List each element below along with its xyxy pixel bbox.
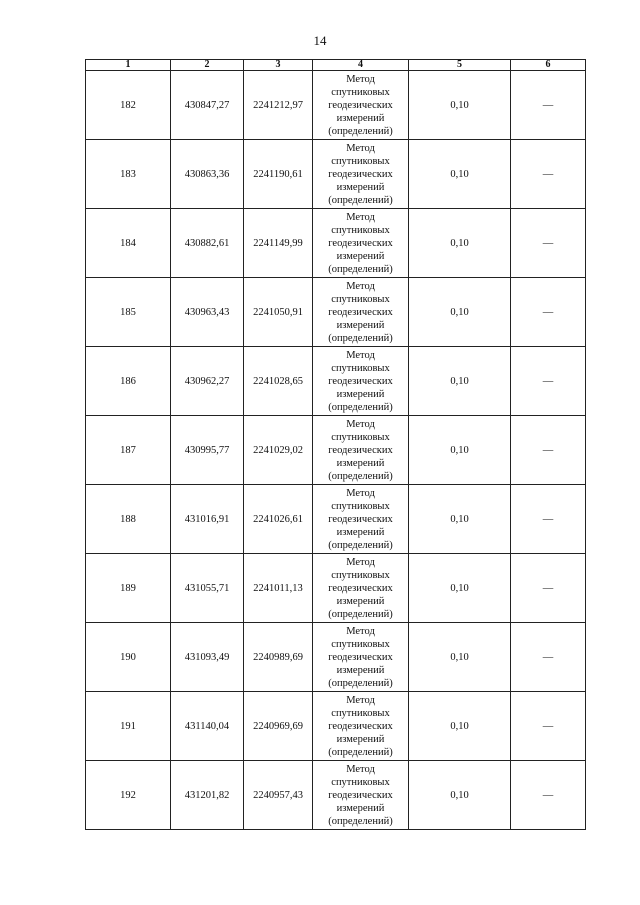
x-coordinate-cell: 431093,49 <box>171 623 244 692</box>
method-text-line: измерений <box>336 457 385 469</box>
note-cell: — <box>511 278 586 347</box>
accuracy-cell: 0,10 <box>409 761 511 830</box>
method-text-line: геодезических <box>328 789 393 801</box>
column-header-6: 6 <box>511 60 586 71</box>
method-text-line: измерений <box>336 388 385 400</box>
column-header-3: 3 <box>244 60 313 71</box>
method-text-line: Метод <box>346 625 375 637</box>
method-text-line: геодезических <box>328 513 393 525</box>
method-text-line: измерений <box>336 250 385 262</box>
column-header-5: 5 <box>409 60 511 71</box>
point-number-cell: 182 <box>86 71 171 140</box>
method-text-line: геодезических <box>328 444 393 456</box>
point-number-cell: 192 <box>86 761 171 830</box>
y-coordinate-cell: 2241149,99 <box>244 209 313 278</box>
method-text-line: спутниковых <box>331 224 390 236</box>
table-row <box>86 554 586 623</box>
method-text-line: измерений <box>336 802 385 814</box>
method-text-line: Метод <box>346 280 375 292</box>
y-coordinate-cell: 2241026,61 <box>244 485 313 554</box>
accuracy-cell: 0,10 <box>409 278 511 347</box>
note-cell: — <box>511 623 586 692</box>
accuracy-cell: 0,10 <box>409 209 511 278</box>
y-coordinate-cell: 2241011,13 <box>244 554 313 623</box>
method-text-line: спутниковых <box>331 431 390 443</box>
method-text-line: измерений <box>336 112 385 124</box>
x-coordinate-cell: 430995,77 <box>171 416 244 485</box>
method-cell <box>313 278 409 347</box>
table-row <box>86 71 586 140</box>
method-text-line: геодезических <box>328 651 393 663</box>
method-text-line: измерений <box>336 595 385 607</box>
method-text-line: (определений) <box>328 470 393 482</box>
method-text-line: спутниковых <box>331 500 390 512</box>
point-number-cell: 189 <box>86 554 171 623</box>
note-cell: — <box>511 692 586 761</box>
method-text-line: спутниковых <box>331 362 390 374</box>
method-text-line: геодезических <box>328 168 393 180</box>
table-row <box>86 416 586 485</box>
method-text-line: (определений) <box>328 608 393 620</box>
table-body <box>86 71 586 830</box>
table-row <box>86 140 586 209</box>
method-text-line: Метод <box>346 349 375 361</box>
method-text-line: геодезических <box>328 99 393 111</box>
y-coordinate-cell: 2240957,43 <box>244 761 313 830</box>
method-text-line: спутниковых <box>331 86 390 98</box>
method-text-line: (определений) <box>328 194 393 206</box>
accuracy-cell: 0,10 <box>409 71 511 140</box>
method-cell <box>313 347 409 416</box>
method-text-line: (определений) <box>328 125 393 137</box>
table-row <box>86 209 586 278</box>
accuracy-cell: 0,10 <box>409 623 511 692</box>
x-coordinate-cell: 431016,91 <box>171 485 244 554</box>
method-text-line: геодезических <box>328 237 393 249</box>
method-text-line: измерений <box>336 733 385 745</box>
point-number-cell: 184 <box>86 209 171 278</box>
method-text-line: геодезических <box>328 720 393 732</box>
note-cell: — <box>511 554 586 623</box>
point-number-cell: 188 <box>86 485 171 554</box>
method-cell <box>313 623 409 692</box>
method-cell <box>313 416 409 485</box>
note-cell: — <box>511 416 586 485</box>
note-cell: — <box>511 209 586 278</box>
column-header-1: 1 <box>86 60 171 71</box>
point-number-cell: 185 <box>86 278 171 347</box>
method-text-line: Метод <box>346 211 375 223</box>
table-row <box>86 623 586 692</box>
x-coordinate-cell: 430963,43 <box>171 278 244 347</box>
method-text-line: спутниковых <box>331 569 390 581</box>
method-text-line: (определений) <box>328 539 393 551</box>
method-text-line: измерений <box>336 319 385 331</box>
table-row <box>86 485 586 554</box>
method-text-line: измерений <box>336 664 385 676</box>
page-number: 14 <box>313 33 327 48</box>
table-row <box>86 692 586 761</box>
method-text-line: геодезических <box>328 375 393 387</box>
method-cell <box>313 485 409 554</box>
point-number-cell: 190 <box>86 623 171 692</box>
method-text-line: (определений) <box>328 815 393 827</box>
y-coordinate-cell: 2241190,61 <box>244 140 313 209</box>
method-text-line: измерений <box>336 526 385 538</box>
table-header-row <box>86 60 586 71</box>
method-text-line: геодезических <box>328 306 393 318</box>
method-text-line: Метод <box>346 487 375 499</box>
x-coordinate-cell: 431055,71 <box>171 554 244 623</box>
x-coordinate-cell: 430863,36 <box>171 140 244 209</box>
accuracy-cell: 0,10 <box>409 692 511 761</box>
note-cell: — <box>511 347 586 416</box>
x-coordinate-cell: 430962,27 <box>171 347 244 416</box>
accuracy-cell: 0,10 <box>409 347 511 416</box>
method-cell <box>313 554 409 623</box>
x-coordinate-cell: 431201,82 <box>171 761 244 830</box>
method-text-line: Метод <box>346 763 375 775</box>
note-cell: — <box>511 140 586 209</box>
note-cell: — <box>511 71 586 140</box>
method-text-line: Метод <box>346 694 375 706</box>
y-coordinate-cell: 2240969,69 <box>244 692 313 761</box>
method-text-line: Метод <box>346 142 375 154</box>
x-coordinate-cell: 430882,61 <box>171 209 244 278</box>
method-text-line: (определений) <box>328 746 393 758</box>
y-coordinate-cell: 2241212,97 <box>244 71 313 140</box>
column-header-2: 2 <box>171 60 244 71</box>
method-text-line: спутниковых <box>331 638 390 650</box>
note-cell: — <box>511 485 586 554</box>
method-text-line: Метод <box>346 418 375 430</box>
accuracy-cell: 0,10 <box>409 140 511 209</box>
method-text-line: спутниковых <box>331 155 390 167</box>
point-number-cell: 187 <box>86 416 171 485</box>
method-text-line: спутниковых <box>331 707 390 719</box>
method-text-line: Метод <box>346 73 375 85</box>
method-cell <box>313 209 409 278</box>
method-text-line: геодезических <box>328 582 393 594</box>
method-text-line: измерений <box>336 181 385 193</box>
table-row <box>86 278 586 347</box>
method-cell <box>313 140 409 209</box>
accuracy-cell: 0,10 <box>409 554 511 623</box>
method-text-line: спутниковых <box>331 776 390 788</box>
y-coordinate-cell: 2241050,91 <box>244 278 313 347</box>
method-text-line: (определений) <box>328 677 393 689</box>
table-row <box>86 761 586 830</box>
method-cell <box>313 761 409 830</box>
y-coordinate-cell: 2241029,02 <box>244 416 313 485</box>
y-coordinate-cell: 2241028,65 <box>244 347 313 416</box>
method-cell <box>313 692 409 761</box>
coordinates-table <box>85 59 586 830</box>
x-coordinate-cell: 430847,27 <box>171 71 244 140</box>
y-coordinate-cell: 2240989,69 <box>244 623 313 692</box>
x-coordinate-cell: 431140,04 <box>171 692 244 761</box>
method-text-line: спутниковых <box>331 293 390 305</box>
method-text-line: Метод <box>346 556 375 568</box>
method-text-line: (определений) <box>328 263 393 275</box>
method-text-line: (определений) <box>328 332 393 344</box>
point-number-cell: 183 <box>86 140 171 209</box>
point-number-cell: 186 <box>86 347 171 416</box>
point-number-cell: 191 <box>86 692 171 761</box>
column-header-4: 4 <box>313 60 409 71</box>
method-cell <box>313 71 409 140</box>
note-cell: — <box>511 761 586 830</box>
method-text-line: (определений) <box>328 401 393 413</box>
table-row <box>86 347 586 416</box>
accuracy-cell: 0,10 <box>409 416 511 485</box>
accuracy-cell: 0,10 <box>409 485 511 554</box>
